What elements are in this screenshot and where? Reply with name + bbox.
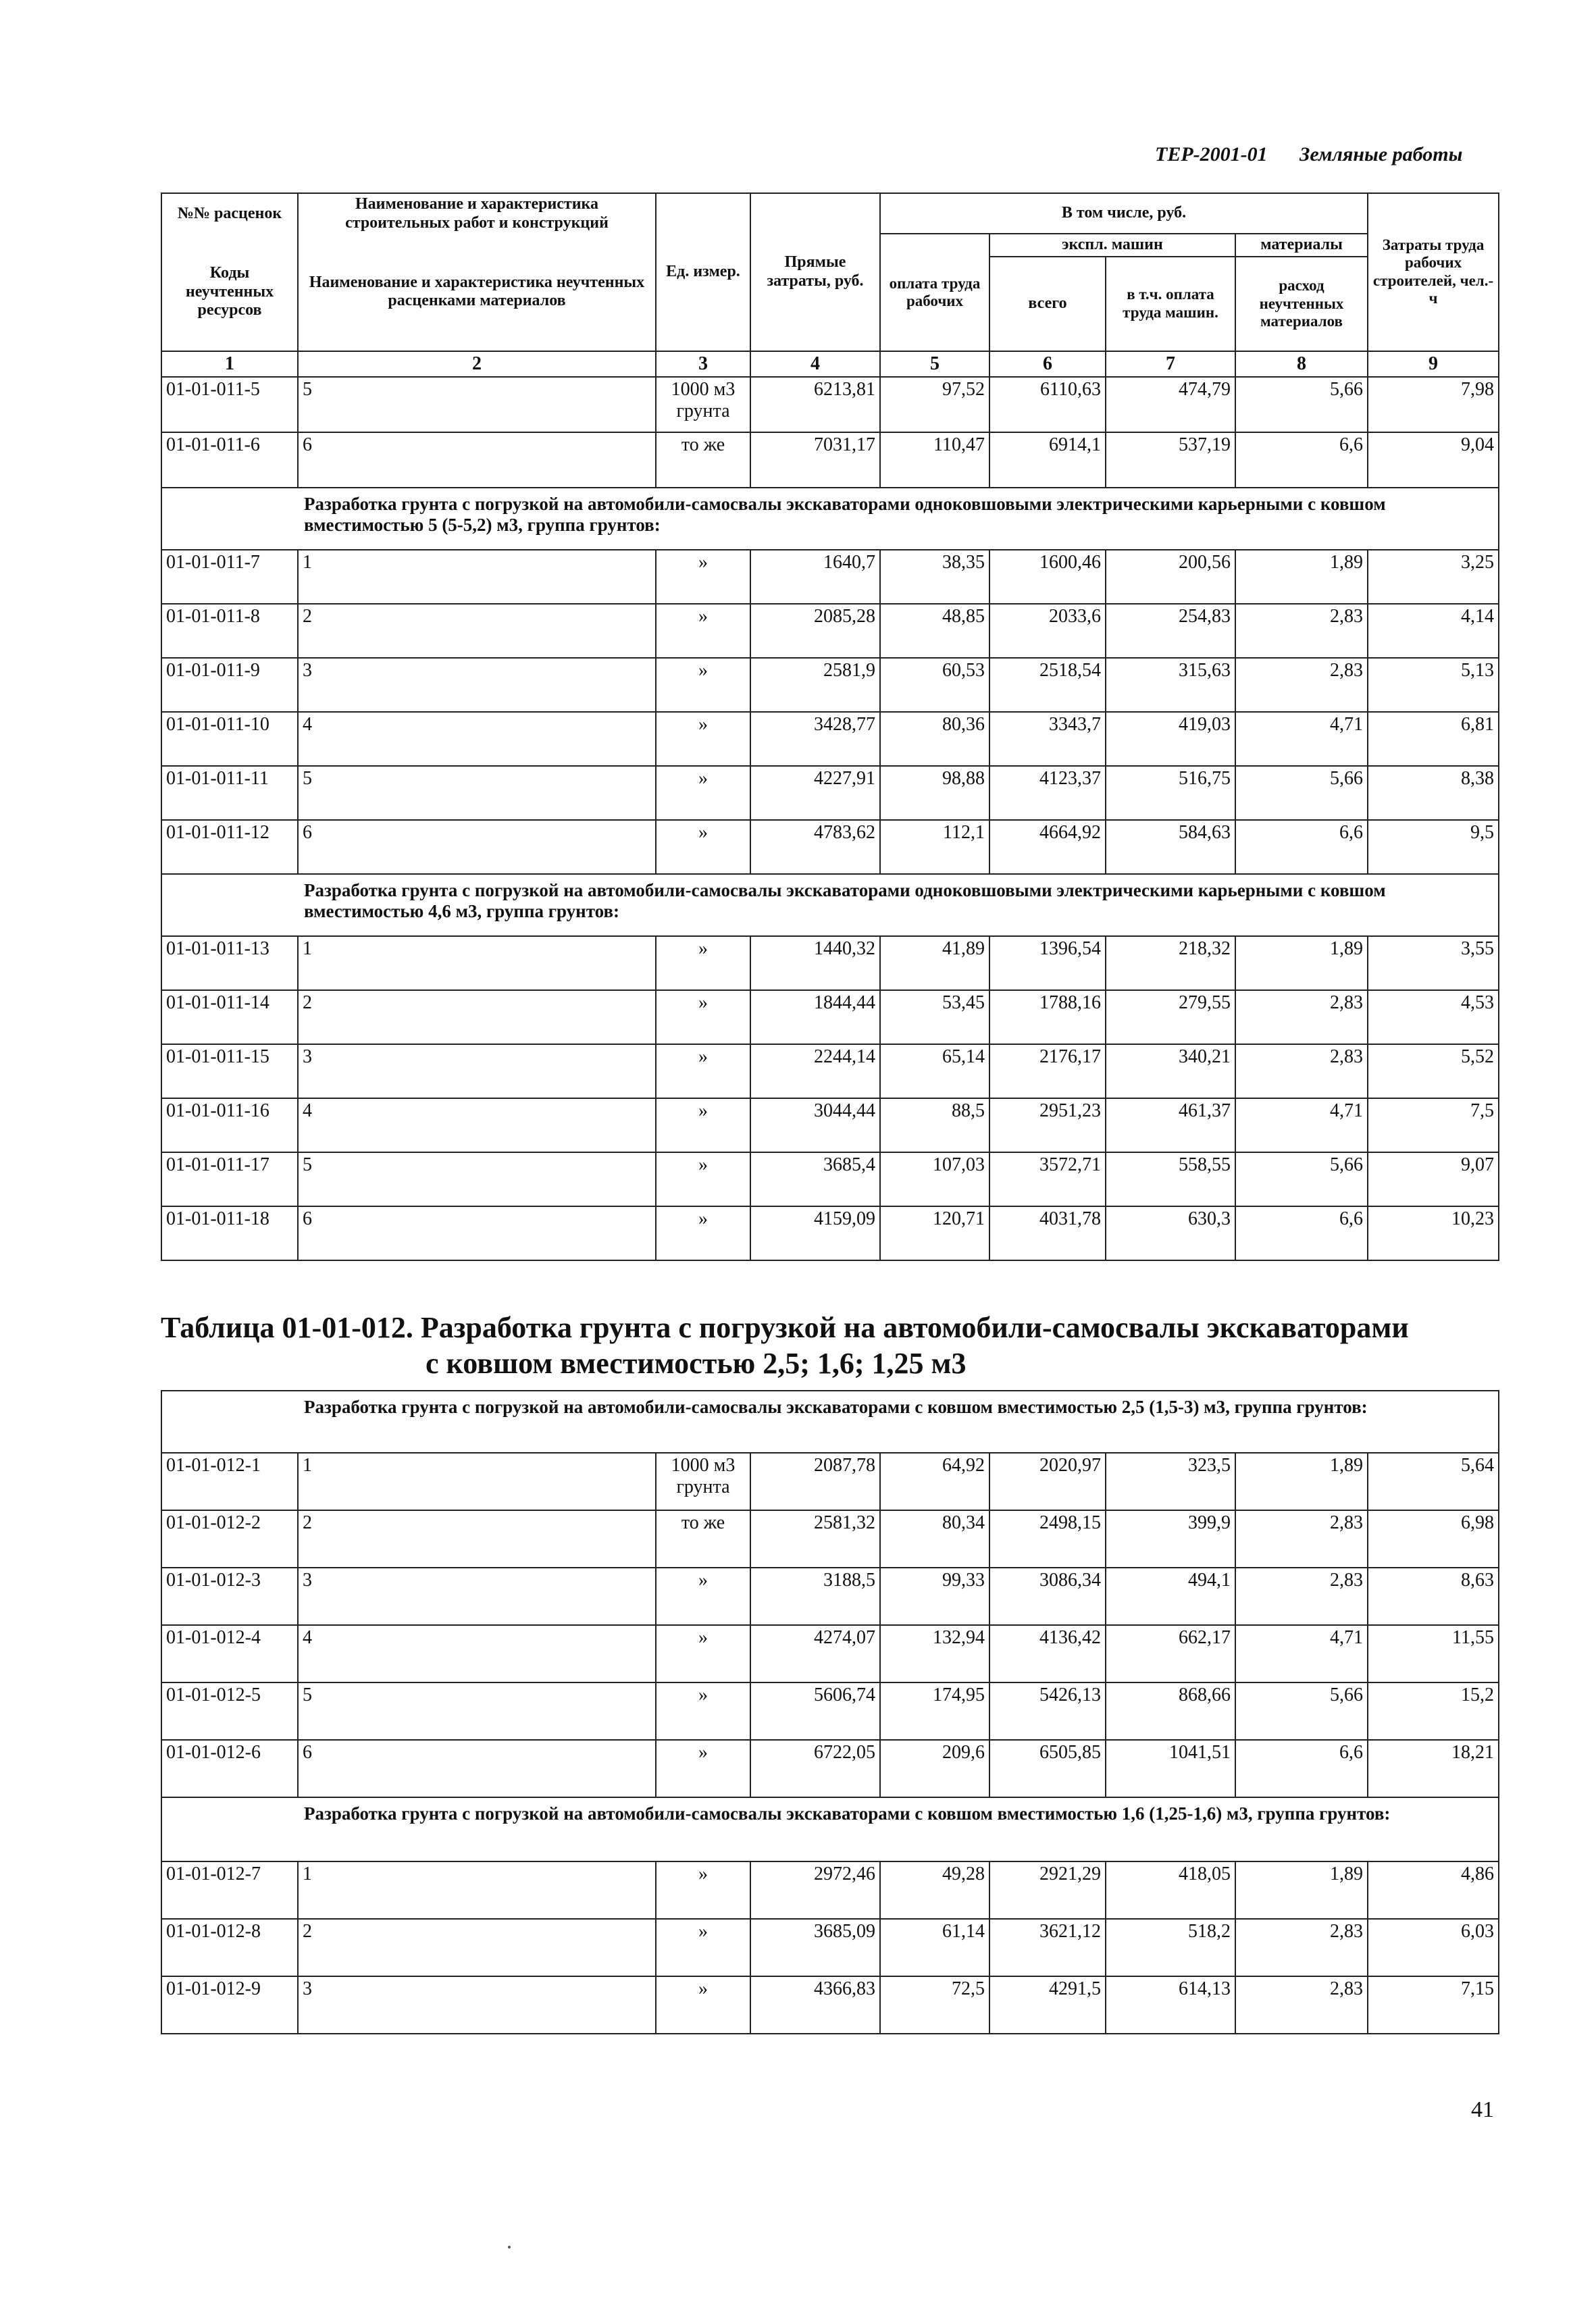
section-title: Разработка грунта с погрузкой на автомобили-самосвалы экскаваторами с ковшом вместимостью 2,5 (1,5-3) м3, группа грунтов: bbox=[161, 1391, 1499, 1453]
cell-mach: 2020,97 bbox=[989, 1453, 1106, 1510]
cell-labor: 209,6 bbox=[880, 1740, 989, 1797]
section-title: Разработка грунта с погрузкой на автомобили-самосвалы экскаваторами с ковшом вместимостью 1,6 (1,25-1,6) м3, группа грунтов: bbox=[161, 1797, 1499, 1861]
table-caption bbox=[161, 1310, 1485, 1382]
cell-labor: 97,52 bbox=[880, 377, 989, 432]
table-body-2 bbox=[161, 1391, 1499, 2034]
cell-name: 3 bbox=[298, 1568, 656, 1625]
cell-mat: 6,6 bbox=[1235, 1206, 1368, 1260]
cell-mach-labor: 1041,51 bbox=[1106, 1740, 1235, 1797]
table-row bbox=[161, 377, 1499, 432]
table-01-01-011 bbox=[161, 192, 1499, 1261]
cell-mach: 2176,17 bbox=[989, 1044, 1106, 1098]
col-num: 5 bbox=[880, 351, 989, 377]
page-number: 41 bbox=[1471, 2097, 1494, 2122]
cell-name: 6 bbox=[298, 1740, 656, 1797]
cell-direct: 2244,14 bbox=[750, 1044, 880, 1098]
table-row bbox=[161, 1453, 1499, 1510]
cell-code: 01-01-012-3 bbox=[161, 1568, 298, 1625]
table-row bbox=[161, 1568, 1499, 1625]
cell-code: 01-01-011-17 bbox=[161, 1152, 298, 1206]
col-header-worker-pay: оплата труда рабочих bbox=[880, 234, 989, 351]
cell-name: 5 bbox=[298, 377, 656, 432]
cell-mach: 6110,63 bbox=[989, 377, 1106, 432]
table-01-01-012 bbox=[161, 1390, 1499, 2034]
cell-direct: 7031,17 bbox=[750, 432, 880, 488]
table-row bbox=[161, 1098, 1499, 1152]
col-header-group: В том числе, руб. bbox=[880, 193, 1368, 234]
cell-unit: » bbox=[656, 712, 750, 766]
cell-labor: 120,71 bbox=[880, 1206, 989, 1260]
cell-direct: 1640,7 bbox=[750, 550, 880, 604]
cell-hours: 3,55 bbox=[1368, 936, 1499, 990]
cell-mach: 1396,54 bbox=[989, 936, 1106, 990]
cell-unit: » bbox=[656, 1044, 750, 1098]
cell-direct: 3044,44 bbox=[750, 1098, 880, 1152]
cell-direct: 1844,44 bbox=[750, 990, 880, 1044]
cell-mach-labor: 461,37 bbox=[1106, 1098, 1235, 1152]
col-num: 8 bbox=[1235, 351, 1368, 377]
cell-mach-labor: 418,05 bbox=[1106, 1861, 1235, 1919]
cell-mat: 2,83 bbox=[1235, 604, 1368, 658]
cell-labor: 80,34 bbox=[880, 1510, 989, 1568]
cell-direct: 2087,78 bbox=[750, 1453, 880, 1510]
cell-mach-labor: 419,03 bbox=[1106, 712, 1235, 766]
cell-code: 01-01-011-11 bbox=[161, 766, 298, 820]
cell-mat: 5,66 bbox=[1235, 1152, 1368, 1206]
col-num: 4 bbox=[750, 351, 880, 377]
cell-labor: 48,85 bbox=[880, 604, 989, 658]
cell-unit: » bbox=[656, 1206, 750, 1260]
cell-labor: 72,5 bbox=[880, 1976, 989, 2034]
cell-mat: 6,6 bbox=[1235, 820, 1368, 874]
cell-direct: 3685,4 bbox=[750, 1152, 880, 1206]
cell-hours: 8,38 bbox=[1368, 766, 1499, 820]
table-row bbox=[161, 1861, 1499, 1919]
cell-mat: 1,89 bbox=[1235, 936, 1368, 990]
cell-code: 01-01-011-6 bbox=[161, 432, 298, 488]
section-row bbox=[161, 874, 1499, 936]
column-numbers-row bbox=[161, 351, 1499, 377]
cell-mach: 4291,5 bbox=[989, 1976, 1106, 2034]
cell-mach: 2518,54 bbox=[989, 658, 1106, 712]
col-num: 2 bbox=[298, 351, 656, 377]
cell-unit: » bbox=[656, 1152, 750, 1206]
cell-code: 01-01-011-13 bbox=[161, 936, 298, 990]
cell-unit: то же bbox=[656, 1510, 750, 1568]
page-header bbox=[1155, 143, 1462, 166]
cell-mat: 1,89 bbox=[1235, 1861, 1368, 1919]
col-header-resource-codes: Коды неучтенных ресурсов bbox=[161, 234, 298, 351]
cell-code: 01-01-012-8 bbox=[161, 1919, 298, 1976]
table-row bbox=[161, 432, 1499, 488]
cell-mach: 5426,13 bbox=[989, 1682, 1106, 1740]
cell-mach-labor: 630,3 bbox=[1106, 1206, 1235, 1260]
cell-mat: 5,66 bbox=[1235, 1682, 1368, 1740]
cell-mach: 2921,29 bbox=[989, 1861, 1106, 1919]
cell-unit: » bbox=[656, 1568, 750, 1625]
section-row bbox=[161, 488, 1499, 550]
cell-mach: 3621,12 bbox=[989, 1919, 1106, 1976]
cell-direct: 2581,9 bbox=[750, 658, 880, 712]
col-header-direct-costs: Прямые затраты, руб. bbox=[750, 193, 880, 351]
cell-mach-labor: 340,21 bbox=[1106, 1044, 1235, 1098]
cell-hours: 11,55 bbox=[1368, 1625, 1499, 1682]
table-row bbox=[161, 1740, 1499, 1797]
cell-mach: 2951,23 bbox=[989, 1098, 1106, 1152]
cell-unit: » bbox=[656, 1919, 750, 1976]
cell-labor: 99,33 bbox=[880, 1568, 989, 1625]
cell-unit: » bbox=[656, 766, 750, 820]
caption-line-2: с ковшом вместимостью 2,5; 1,6; 1,25 м3 bbox=[426, 1346, 967, 1380]
cell-mat: 5,66 bbox=[1235, 377, 1368, 432]
cell-direct: 4783,62 bbox=[750, 820, 880, 874]
col-header-machine-operator-pay: в т.ч. оплата труда машин. bbox=[1106, 257, 1235, 351]
cell-name: 1 bbox=[298, 936, 656, 990]
cell-mach: 6505,85 bbox=[989, 1740, 1106, 1797]
cell-mat: 2,83 bbox=[1235, 1976, 1368, 2034]
cell-unit: » bbox=[656, 1740, 750, 1797]
col-header-work-name: Наименование и характеристика строительных работ и конструкций bbox=[298, 193, 656, 234]
cell-direct: 2581,32 bbox=[750, 1510, 880, 1568]
col-num: 7 bbox=[1106, 351, 1235, 377]
cell-name: 6 bbox=[298, 432, 656, 488]
cell-direct: 6213,81 bbox=[750, 377, 880, 432]
cell-code: 01-01-011-8 bbox=[161, 604, 298, 658]
col-header-labor-hours: Затраты труда рабочих строителей, чел.-ч bbox=[1368, 193, 1499, 351]
cell-mach-labor: 868,66 bbox=[1106, 1682, 1235, 1740]
table-row bbox=[161, 658, 1499, 712]
cell-mach-labor: 537,19 bbox=[1106, 432, 1235, 488]
table-row bbox=[161, 1919, 1499, 1976]
cell-name: 5 bbox=[298, 1152, 656, 1206]
cell-code: 01-01-012-1 bbox=[161, 1453, 298, 1510]
cell-labor: 174,95 bbox=[880, 1682, 989, 1740]
cell-mach: 2033,6 bbox=[989, 604, 1106, 658]
cell-name: 1 bbox=[298, 550, 656, 604]
col-header-rate-numbers: №№ расценок bbox=[161, 193, 298, 234]
col-num: 6 bbox=[989, 351, 1106, 377]
cell-code: 01-01-011-14 bbox=[161, 990, 298, 1044]
col-num: 3 bbox=[656, 351, 750, 377]
cell-unit: » bbox=[656, 658, 750, 712]
scan-speck bbox=[508, 2246, 511, 2248]
table-row bbox=[161, 1682, 1499, 1740]
cell-mach: 4123,37 bbox=[989, 766, 1106, 820]
cell-name: 3 bbox=[298, 658, 656, 712]
cell-mach: 3086,34 bbox=[989, 1568, 1106, 1625]
cell-unit: » bbox=[656, 604, 750, 658]
cell-mach: 3343,7 bbox=[989, 712, 1106, 766]
cell-direct: 4366,83 bbox=[750, 1976, 880, 2034]
cell-name: 2 bbox=[298, 990, 656, 1044]
cell-labor: 112,1 bbox=[880, 820, 989, 874]
cell-code: 01-01-012-6 bbox=[161, 1740, 298, 1797]
cell-direct: 4274,07 bbox=[750, 1625, 880, 1682]
cell-unit: » bbox=[656, 1682, 750, 1740]
cell-hours: 6,81 bbox=[1368, 712, 1499, 766]
cell-direct: 2972,46 bbox=[750, 1861, 880, 1919]
cell-mach-labor: 518,2 bbox=[1106, 1919, 1235, 1976]
caption-line-1: Таблица 01-01-012. Разработка грунта с погрузкой на автомобили-самосвалы экскаваторами bbox=[161, 1311, 1409, 1344]
cell-labor: 88,5 bbox=[880, 1098, 989, 1152]
cell-code: 01-01-012-9 bbox=[161, 1976, 298, 2034]
cell-labor: 110,47 bbox=[880, 432, 989, 488]
cell-code: 01-01-012-7 bbox=[161, 1861, 298, 1919]
cell-mat: 2,83 bbox=[1235, 1919, 1368, 1976]
cell-name: 4 bbox=[298, 1098, 656, 1152]
table-row bbox=[161, 550, 1499, 604]
cell-mat: 5,66 bbox=[1235, 766, 1368, 820]
cell-mach-labor: 614,13 bbox=[1106, 1976, 1235, 2034]
cell-mach-labor: 474,79 bbox=[1106, 377, 1235, 432]
cell-hours: 6,98 bbox=[1368, 1510, 1499, 1568]
cell-mat: 2,83 bbox=[1235, 1568, 1368, 1625]
cell-unit: » bbox=[656, 990, 750, 1044]
cell-hours: 7,5 bbox=[1368, 1098, 1499, 1152]
cell-name: 4 bbox=[298, 1625, 656, 1682]
cell-mach: 1600,46 bbox=[989, 550, 1106, 604]
cell-mat: 4,71 bbox=[1235, 1625, 1368, 1682]
cell-mat: 6,6 bbox=[1235, 1740, 1368, 1797]
table-row bbox=[161, 1510, 1499, 1568]
col-header-material-consumption: расход неучтенных материалов bbox=[1235, 257, 1368, 351]
cell-direct: 5606,74 bbox=[750, 1682, 880, 1740]
table-row bbox=[161, 766, 1499, 820]
cell-name: 2 bbox=[298, 1919, 656, 1976]
cell-code: 01-01-012-2 bbox=[161, 1510, 298, 1568]
cell-name: 3 bbox=[298, 1044, 656, 1098]
cell-mat: 1,89 bbox=[1235, 550, 1368, 604]
cell-mach: 4136,42 bbox=[989, 1625, 1106, 1682]
cell-hours: 3,25 bbox=[1368, 550, 1499, 604]
cell-hours: 4,86 bbox=[1368, 1861, 1499, 1919]
cell-hours: 8,63 bbox=[1368, 1568, 1499, 1625]
table-row bbox=[161, 712, 1499, 766]
cell-hours: 5,52 bbox=[1368, 1044, 1499, 1098]
cell-code: 01-01-011-9 bbox=[161, 658, 298, 712]
cell-unit: » bbox=[656, 1861, 750, 1919]
cell-unit: » bbox=[656, 1625, 750, 1682]
table-body-1 bbox=[161, 193, 1499, 1260]
table-row bbox=[161, 1206, 1499, 1260]
cell-code: 01-01-012-5 bbox=[161, 1682, 298, 1740]
cell-hours: 10,23 bbox=[1368, 1206, 1499, 1260]
cell-labor: 98,88 bbox=[880, 766, 989, 820]
cell-mach-labor: 323,5 bbox=[1106, 1453, 1235, 1510]
cell-direct: 4159,09 bbox=[750, 1206, 880, 1260]
cell-mach-labor: 584,63 bbox=[1106, 820, 1235, 874]
cell-labor: 61,14 bbox=[880, 1919, 989, 1976]
cell-labor: 107,03 bbox=[880, 1152, 989, 1206]
cell-labor: 53,45 bbox=[880, 990, 989, 1044]
cell-mat: 2,83 bbox=[1235, 990, 1368, 1044]
cell-mach-labor: 218,32 bbox=[1106, 936, 1235, 990]
cell-mach-labor: 399,9 bbox=[1106, 1510, 1235, 1568]
cell-mach-labor: 516,75 bbox=[1106, 766, 1235, 820]
cell-unit: 1000 м3 грунта bbox=[656, 1453, 750, 1510]
cell-code: 01-01-011-7 bbox=[161, 550, 298, 604]
cell-mat: 4,71 bbox=[1235, 712, 1368, 766]
cell-mach-labor: 200,56 bbox=[1106, 550, 1235, 604]
table-row bbox=[161, 1976, 1499, 2034]
cell-direct: 3428,77 bbox=[750, 712, 880, 766]
cell-mat: 2,83 bbox=[1235, 1044, 1368, 1098]
cell-unit: то же bbox=[656, 432, 750, 488]
cell-name: 6 bbox=[298, 820, 656, 874]
cell-name: 5 bbox=[298, 1682, 656, 1740]
cell-hours: 6,03 bbox=[1368, 1919, 1499, 1976]
cell-direct: 6722,05 bbox=[750, 1740, 880, 1797]
section-row bbox=[161, 1797, 1499, 1861]
cell-unit: » bbox=[656, 550, 750, 604]
cell-name: 1 bbox=[298, 1861, 656, 1919]
header-code: ТЕР-2001-01 bbox=[1155, 143, 1268, 165]
cell-direct: 4227,91 bbox=[750, 766, 880, 820]
cell-name: 4 bbox=[298, 712, 656, 766]
cell-unit: 1000 м3 грунта bbox=[656, 377, 750, 432]
cell-unit: » bbox=[656, 936, 750, 990]
cell-hours: 7,98 bbox=[1368, 377, 1499, 432]
cell-name: 2 bbox=[298, 604, 656, 658]
col-header-machines: экспл. машин bbox=[989, 234, 1235, 257]
table-row bbox=[161, 604, 1499, 658]
col-num: 1 bbox=[161, 351, 298, 377]
cell-unit: » bbox=[656, 1098, 750, 1152]
cell-name: 6 bbox=[298, 1206, 656, 1260]
cell-mach: 3572,71 bbox=[989, 1152, 1106, 1206]
cell-mach-labor: 279,55 bbox=[1106, 990, 1235, 1044]
cell-mach: 1788,16 bbox=[989, 990, 1106, 1044]
cell-mach: 4664,92 bbox=[989, 820, 1106, 874]
col-header-materials: материалы bbox=[1235, 234, 1368, 257]
cell-labor: 65,14 bbox=[880, 1044, 989, 1098]
cell-mat: 6,6 bbox=[1235, 432, 1368, 488]
cell-mat: 4,71 bbox=[1235, 1098, 1368, 1152]
table-row bbox=[161, 936, 1499, 990]
cell-labor: 80,36 bbox=[880, 712, 989, 766]
cell-mat: 2,83 bbox=[1235, 1510, 1368, 1568]
cell-mat: 1,89 bbox=[1235, 1453, 1368, 1510]
cell-labor: 64,92 bbox=[880, 1453, 989, 1510]
cell-labor: 41,89 bbox=[880, 936, 989, 990]
cell-direct: 3685,09 bbox=[750, 1919, 880, 1976]
section-title: Разработка грунта с погрузкой на автомобили-самосвалы экскаваторами одноковшовыми электрическими карьерными с ковшом вместимостью 5 (5-5,2) м3, группа грунтов: bbox=[161, 488, 1499, 550]
cell-hours: 9,04 bbox=[1368, 432, 1499, 488]
cell-labor: 132,94 bbox=[880, 1625, 989, 1682]
cell-code: 01-01-011-12 bbox=[161, 820, 298, 874]
cell-hours: 15,2 bbox=[1368, 1682, 1499, 1740]
cell-mach: 2498,15 bbox=[989, 1510, 1106, 1568]
col-num: 9 bbox=[1368, 351, 1499, 377]
section-row bbox=[161, 1391, 1499, 1453]
cell-mach: 4031,78 bbox=[989, 1206, 1106, 1260]
cell-mach-labor: 315,63 bbox=[1106, 658, 1235, 712]
cell-code: 01-01-011-10 bbox=[161, 712, 298, 766]
cell-hours: 9,5 bbox=[1368, 820, 1499, 874]
cell-direct: 3188,5 bbox=[750, 1568, 880, 1625]
section-title: Разработка грунта с погрузкой на автомобили-самосвалы экскаваторами одноковшовыми электрическими карьерными с ковшом вместимостью 4,6 м3, группа грунтов: bbox=[161, 874, 1499, 936]
cell-hours: 5,13 bbox=[1368, 658, 1499, 712]
cell-hours: 5,64 bbox=[1368, 1453, 1499, 1510]
cell-direct: 1440,32 bbox=[750, 936, 880, 990]
cell-hours: 4,14 bbox=[1368, 604, 1499, 658]
table-row bbox=[161, 990, 1499, 1044]
cell-direct: 2085,28 bbox=[750, 604, 880, 658]
cell-name: 3 bbox=[298, 1976, 656, 2034]
col-header-material-name: Наименование и характеристика неучтенных расценками материалов bbox=[298, 234, 656, 351]
cell-hours: 4,53 bbox=[1368, 990, 1499, 1044]
cell-hours: 9,07 bbox=[1368, 1152, 1499, 1206]
cell-code: 01-01-011-5 bbox=[161, 377, 298, 432]
cell-mach-labor: 254,83 bbox=[1106, 604, 1235, 658]
cell-name: 2 bbox=[298, 1510, 656, 1568]
cell-hours: 7,15 bbox=[1368, 1976, 1499, 2034]
cell-unit: » bbox=[656, 820, 750, 874]
col-header-machines-total: всего bbox=[989, 257, 1106, 351]
cell-code: 01-01-011-16 bbox=[161, 1098, 298, 1152]
cell-code: 01-01-011-15 bbox=[161, 1044, 298, 1098]
cell-name: 5 bbox=[298, 766, 656, 820]
cell-mat: 2,83 bbox=[1235, 658, 1368, 712]
col-header-unit: Ед. измер. bbox=[656, 193, 750, 351]
cell-mach: 6914,1 bbox=[989, 432, 1106, 488]
header-title: Земляные работы bbox=[1299, 143, 1463, 165]
cell-name: 1 bbox=[298, 1453, 656, 1510]
cell-mach-labor: 558,55 bbox=[1106, 1152, 1235, 1206]
cell-mach-labor: 494,1 bbox=[1106, 1568, 1235, 1625]
cell-code: 01-01-011-18 bbox=[161, 1206, 298, 1260]
cell-mach-labor: 662,17 bbox=[1106, 1625, 1235, 1682]
table-row bbox=[161, 1625, 1499, 1682]
table-row bbox=[161, 1044, 1499, 1098]
cell-hours: 18,21 bbox=[1368, 1740, 1499, 1797]
cell-labor: 60,53 bbox=[880, 658, 989, 712]
cell-unit: » bbox=[656, 1976, 750, 2034]
cell-code: 01-01-012-4 bbox=[161, 1625, 298, 1682]
table-row bbox=[161, 1152, 1499, 1206]
table-row bbox=[161, 820, 1499, 874]
cell-labor: 38,35 bbox=[880, 550, 989, 604]
cell-labor: 49,28 bbox=[880, 1861, 989, 1919]
